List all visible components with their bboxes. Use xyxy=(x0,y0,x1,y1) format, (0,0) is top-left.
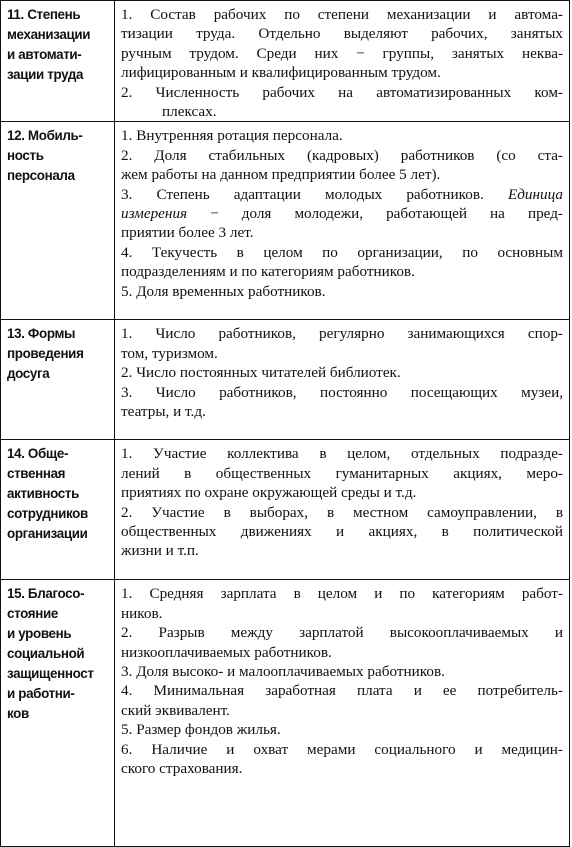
description-text: приятии более 3 лет. xyxy=(121,224,254,242)
indicator-label-line: механизации xyxy=(7,27,91,42)
description-line xyxy=(121,146,563,165)
indicator-label-line: 13. Формы xyxy=(7,326,76,342)
indicator-label xyxy=(1,580,115,847)
indicator-description xyxy=(115,440,570,580)
description-line xyxy=(121,44,563,63)
description-line xyxy=(121,24,563,43)
description-text: 3. Степень адаптации молодых работников. xyxy=(121,185,508,203)
description-text: 1. Состав рабочих по степени механизации и автома- xyxy=(121,6,563,23)
indicator-label-line: ков xyxy=(7,706,29,722)
description-line xyxy=(121,584,563,603)
table-row xyxy=(1,122,570,320)
description-text: ский эквивалент. xyxy=(121,701,230,719)
description-line xyxy=(121,759,563,778)
description-line xyxy=(121,720,563,739)
indicator-label-line: сотрудников xyxy=(7,506,88,522)
description-line xyxy=(121,604,563,623)
indicator-label-line: ность xyxy=(7,148,44,164)
description-line xyxy=(121,643,563,662)
indicator-label-line: социальной xyxy=(7,646,85,662)
description-text: − доля молодежи, работающей на пред- xyxy=(187,205,563,223)
description-text: ского страхования. xyxy=(121,760,243,778)
indicator-label xyxy=(1,122,115,320)
description-line xyxy=(121,503,563,522)
description-text: приятиях по охране окружающей среды и т.д. xyxy=(121,484,417,502)
description-line xyxy=(121,662,563,681)
indicator-label xyxy=(1,440,115,580)
description-line xyxy=(121,483,563,502)
description-line xyxy=(121,5,563,24)
table-row xyxy=(1,440,570,580)
indicator-label-line: досуга xyxy=(7,366,50,382)
indicator-label-line: стояние xyxy=(7,606,58,622)
description-text: жем работы на данном предприятии более 5 лет). xyxy=(121,166,441,184)
indicator-label-line: проведения xyxy=(7,346,84,362)
indicator-label xyxy=(1,320,115,440)
description-text: 1. Число работников, регулярно занимающихся спор- xyxy=(121,325,563,343)
indicator-label-line: зации труда xyxy=(7,67,84,82)
description-text: 3. Число работников, постоянно посещающих музеи, xyxy=(121,383,563,401)
indicator-label-line: и работни- xyxy=(7,686,75,702)
description-text: тизации труда. Отдельно выделяют рабочих, занятых xyxy=(121,25,563,43)
description-line xyxy=(121,522,563,541)
description-text: 2. Доля стабильных (кадровых) работников (со ста- xyxy=(121,146,563,164)
description-text: 2. Разрыв между зарплатой высокооплачиваемых и xyxy=(121,624,563,642)
description-text: 2. Численность рабочих на автоматизированных ком- xyxy=(121,83,563,101)
description-text: ручным трудом. Среди них − группы, занятых неква- xyxy=(121,44,563,62)
description-text: 2. Участие в выборах, в местном самоуправлении, в xyxy=(121,503,563,521)
description-line xyxy=(121,383,563,402)
description-text: общественных движениях и акциях, в политической xyxy=(121,523,563,541)
table-row xyxy=(1,1,570,122)
description-line xyxy=(121,344,563,363)
indicator-label-line: персонала xyxy=(7,168,75,184)
indicator-label-line: 15. Благосо- xyxy=(7,586,85,602)
description-text: 1. Участие коллектива в целом, отдельных подразде- xyxy=(121,445,563,463)
description-line xyxy=(121,444,563,463)
description-line xyxy=(121,165,563,184)
indicator-description xyxy=(115,1,570,122)
description-line xyxy=(121,282,563,301)
description-text: 6. Наличие и охват мерами социального и медицин- xyxy=(121,740,563,758)
italic-term: Единица xyxy=(507,185,563,203)
description-text: 2. Число постоянных читателей библиотек. xyxy=(121,364,401,382)
table-row xyxy=(1,580,570,847)
description-text: плексах. xyxy=(162,103,217,121)
indicator-label-line: 11. Степень xyxy=(7,7,81,22)
description-line xyxy=(121,363,563,382)
description-text: лений в общественных гуманитарных акциях, меро- xyxy=(121,464,563,482)
description-line xyxy=(121,223,563,242)
indicator-label-line: 12. Мобиль- xyxy=(7,128,83,144)
description-text: 3. Доля высоко- и малооплачиваемых работников. xyxy=(121,663,445,681)
description-text: том, туризмом. xyxy=(121,344,218,362)
indicator-label-line: активность xyxy=(7,486,79,502)
indicator-label-line: ственная xyxy=(7,466,66,482)
description-line xyxy=(121,541,563,560)
description-line xyxy=(121,464,563,483)
description-line xyxy=(121,701,563,720)
indicator-description xyxy=(115,580,570,847)
description-line xyxy=(121,262,563,281)
description-text: низкооплачиваемых работников. xyxy=(121,643,332,661)
indicator-description xyxy=(115,122,570,320)
indicator-label-line: 14. Обще- xyxy=(7,446,69,462)
description-text: лифицированным и квалифицированным трудом. xyxy=(121,64,441,82)
description-text: 1. Средняя зарплата в целом и по категориям работ- xyxy=(121,585,563,603)
description-line xyxy=(121,126,563,145)
description-text: подразделениям и по категориям работников. xyxy=(121,263,415,281)
description-text: 5. Размер фондов жилья. xyxy=(121,721,281,739)
description-line xyxy=(121,204,563,223)
description-text: 4. Текучесть в целом по организации, по основным xyxy=(121,243,563,261)
description-text: 5. Доля временных работников. xyxy=(121,282,326,300)
description-line xyxy=(121,63,563,82)
description-line xyxy=(121,402,563,421)
description-line xyxy=(121,324,563,343)
description-line xyxy=(121,623,563,642)
table-row xyxy=(1,320,570,440)
description-line xyxy=(121,243,563,262)
indicator-label-line: и уровень xyxy=(7,626,72,642)
indicator-description xyxy=(115,320,570,440)
description-text: жизни и т.п. xyxy=(121,542,199,560)
description-line xyxy=(121,740,563,759)
description-line xyxy=(121,681,563,700)
indicator-label-line: и автомати- xyxy=(7,47,82,62)
description-text: ников. xyxy=(121,604,163,622)
description-text: театры, и т.д. xyxy=(121,403,206,421)
description-line xyxy=(121,185,563,204)
indicator-label-line: защищенност xyxy=(7,666,94,682)
table-body xyxy=(1,1,570,847)
description-text: 4. Минимальная заработная плата и ее потребитель- xyxy=(121,682,563,700)
indicator-label xyxy=(1,1,115,122)
indicator-label-line: организации xyxy=(7,526,88,542)
italic-term: измерения xyxy=(121,205,188,223)
description-text: 1. Внутренняя ротация персонала. xyxy=(121,127,343,145)
description-line xyxy=(121,102,563,121)
description-line xyxy=(121,83,563,102)
